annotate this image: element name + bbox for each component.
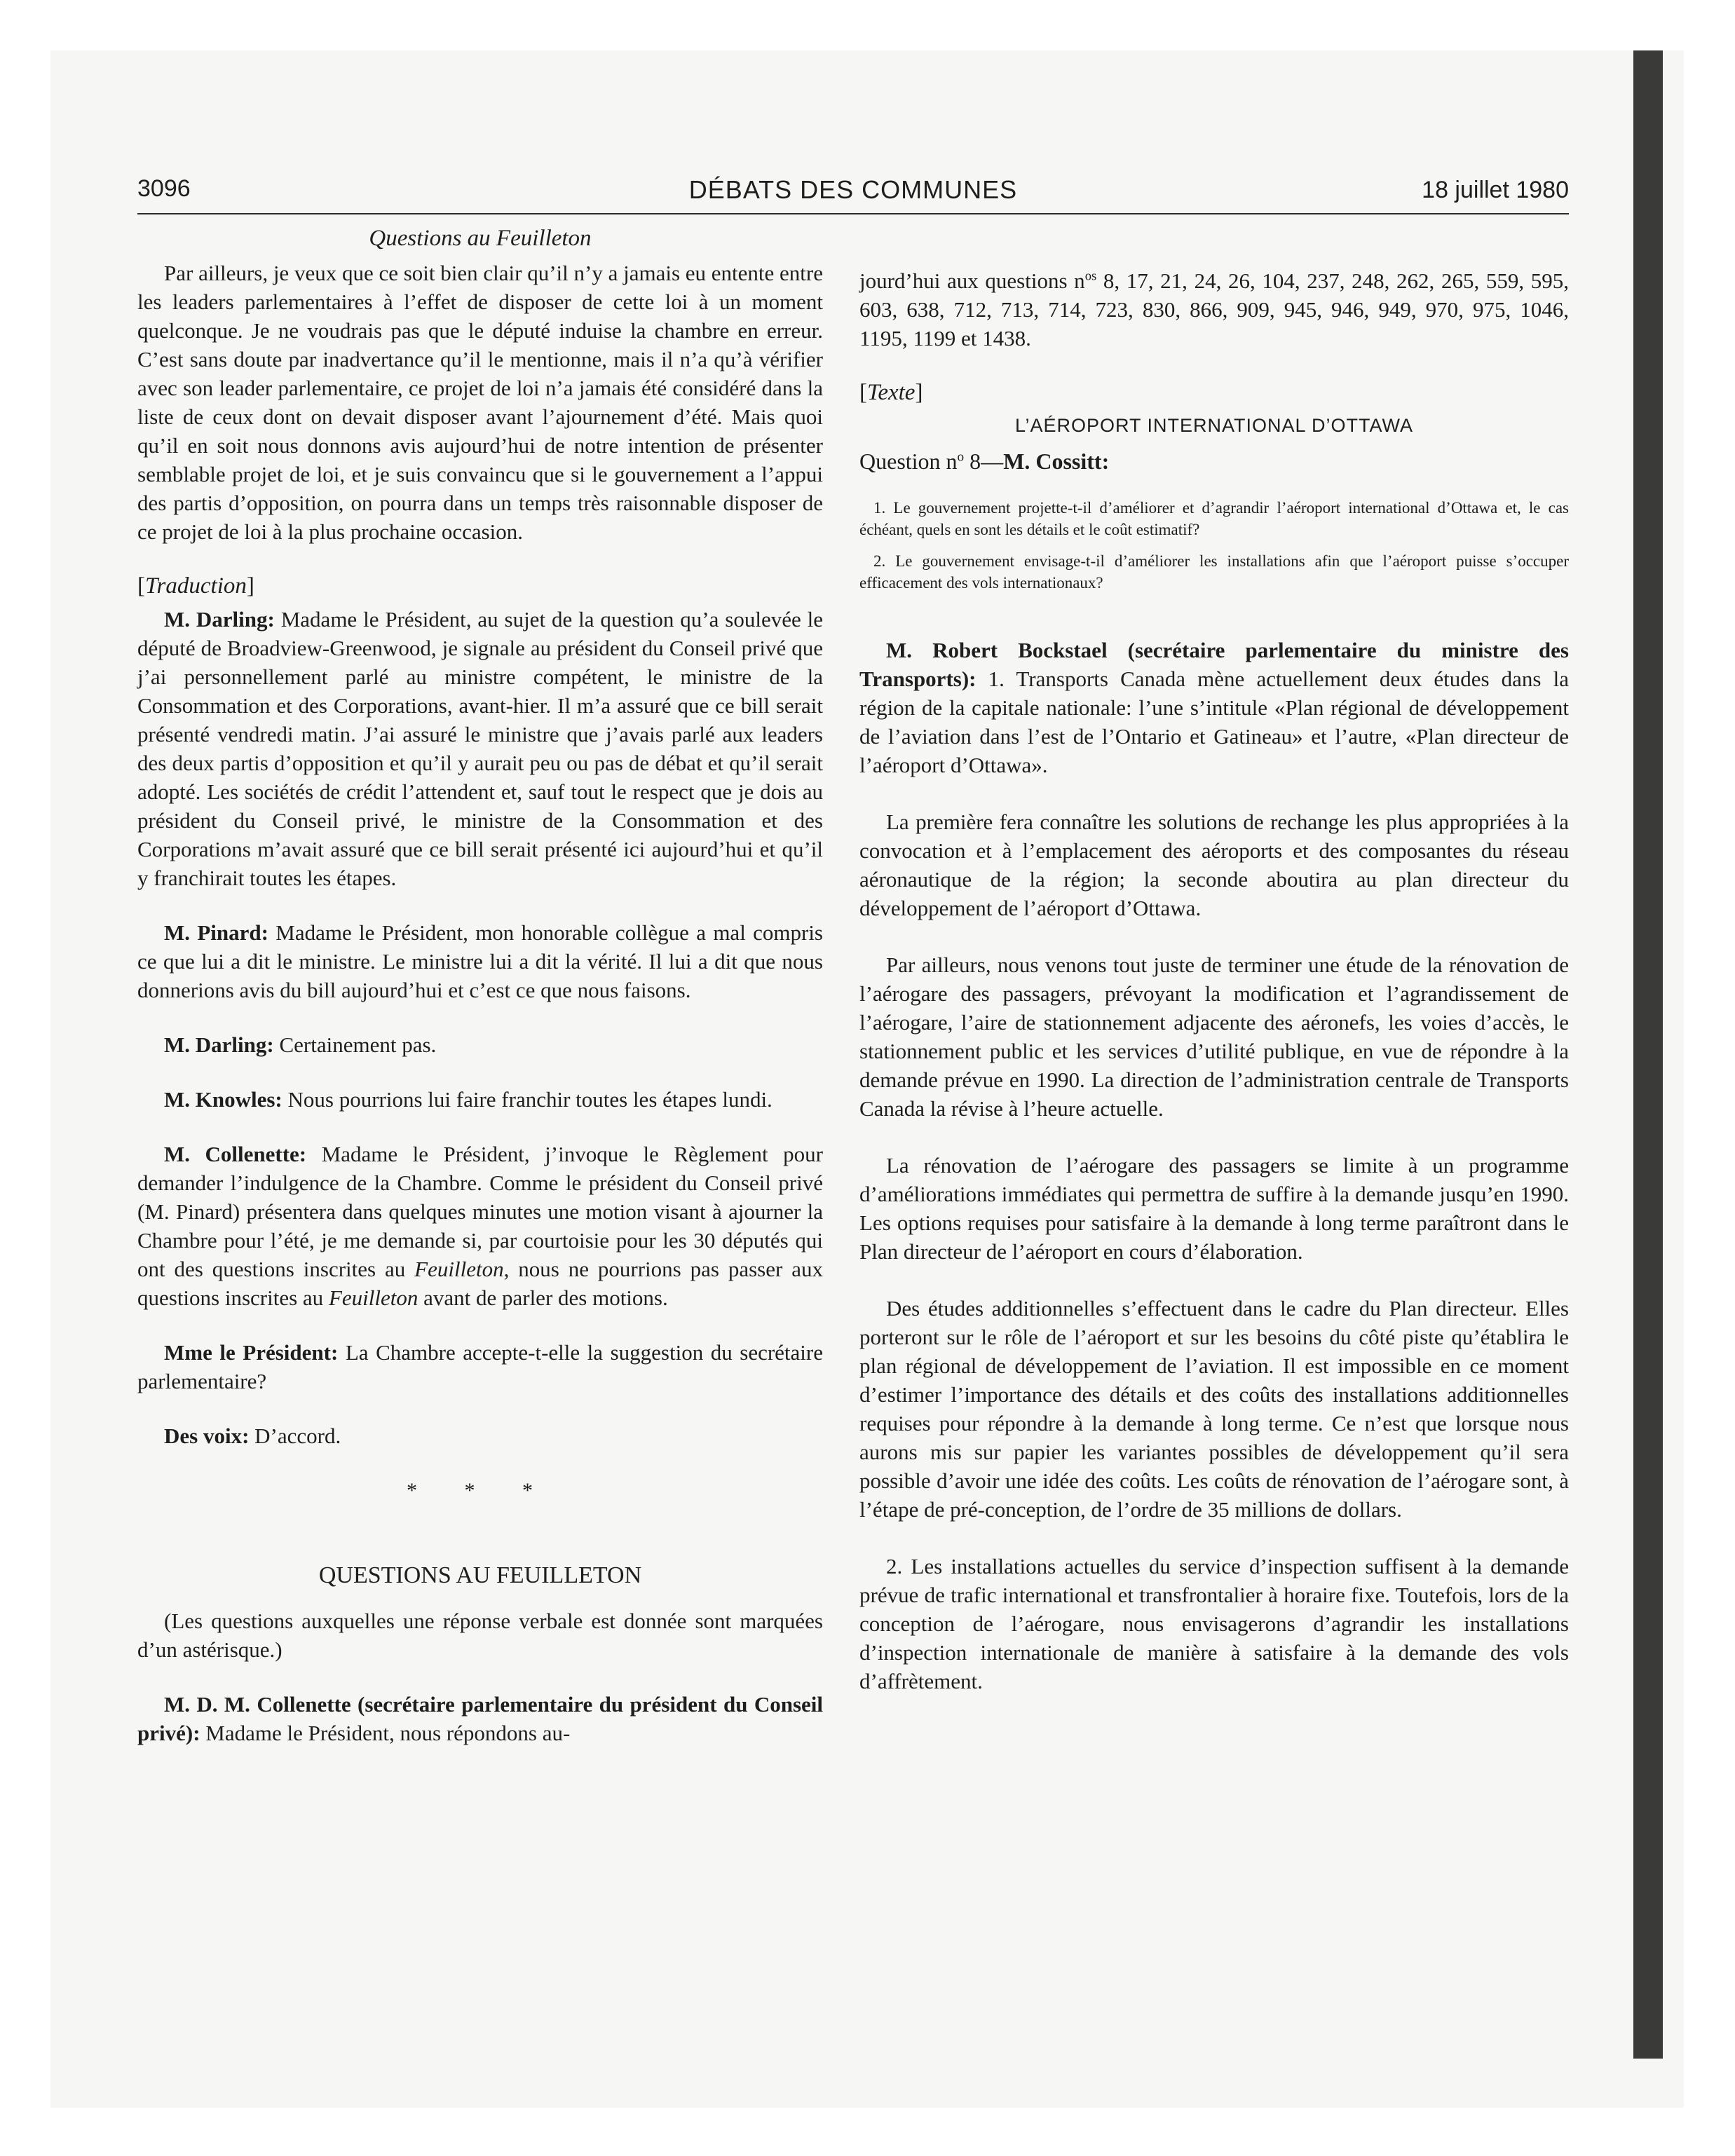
paragraph-question-list: jourd’hui aux questions $n^{os}$ 8, 17, 21, 24, 26, 104, 237, 248, 262, 265, 559, 595, 603, 638, 712, 713, 714, 723, 830, 866, 909, 945, 946, 949, 970, 975, 1046, 1195, 1199 et 1438. [859,268,1569,350]
speaker-name: M. Robert Bockstael (secrétaire parlementaire du ministre des Transports): [859,638,1569,691]
speaker-name: Des voix: [164,1424,250,1448]
paragraph-note: (Les questions auxquelles une réponse verbale est donnée sont marquées d’un astérisque.) [137,1609,823,1662]
texte-label: [Texte] [859,380,923,405]
question-heading: Question $n^o$ 8—M. Cossitt: [859,449,1110,474]
paragraph-bockstael: M. Robert Bockstael (secrétaire parlementaire du ministre des Transports): 1. Transports Canada mène actuellement deux études dans la région de la capitale nationale: l’une s’intitule «Plan régional de développement de l’aviation dans l’est de l’Ontario et Gatineau» et l’autre, «Plan directeur de l’aéroport d’Ottawa». [859,638,1569,777]
question-part-1: 1. Le gouvernement projette-t-il d’améliorer et d’agrandir l’aéroport international d’Ottawa et, le cas échéant, quels en sont les détails et le coût estimatif? [859,499,1569,538]
right-column [859,266,1569,1721]
section-separator: * * * [407,1479,554,1502]
paragraph-knowles: M. Knowles: Nous pourrions lui faire franchir toutes les étapes lundi. [164,1087,773,1112]
traduction-label: [Traduction] [137,573,254,599]
speaker-name: M. Darling: [164,607,275,632]
paragraph-president: Mme le Président: La Chambre accepte-t-elle la suggestion du secrétaire parlementaire? [137,1340,823,1393]
paragraph-pinard: M. Pinard: Madame le Président, mon honorable collègue a mal compris ce que lui a dit le ministre. Le ministre lui a dit la vérité. Il lui a dit que nous donnerions avis du bill aujourd’hui et c’est ce que nous faisons. [137,920,823,1002]
question-part-2: 2. Le gouvernement envisage-t-il d’améliorer les installations afin que l’aéroport puisse s’occuper efficacement des vols internationaux? [859,552,1569,592]
paragraph-darling-1: M. Darling: Madame le Président, au sujet de la question qu’a soulevée le député de Broadview-Greenwood, je signale au président du Conseil privé que j’ai personnellement parlé au ministre compétent, le ministre de la Consommation et des Corporations, avant-hier. Il m’a assuré que ce bill serait présenté vendredi matin. J’ai assuré le ministre que j’avais parlé aux leaders des deux partis d’opposition et qu’il y aurait peu ou pas de débat et qu’il serait adopté. Les sociétés de crédit l’attendent et, sauf tout le respect que je dois au président du Conseil privé, le ministre de la Consommation et des Corporations m’avait assuré que ce bill serait présenté ici aujourd’hui et qu’il y franchirait toutes les étapes. [137,607,823,890]
paragraph-answer-6: 2. Les installations actuelles du service d’inspection suffisent à la demande prévue de trafic international et transfrontalier à horaire fixe. Toutefois, lors de la conception de l’aérogare, nous envisagerons d’agrandir les installations d’inspection internationale de manière à satisfaire à la demande des vols d’affrètement. [859,1554,1569,1693]
paragraph-collenette-2: M. D. M. Collenette (secrétaire parlementaire du président du Conseil privé): Madame le Président, nous répondons au- [137,1692,823,1745]
paragraph-collenette: M. Collenette: Madame le Président, j’invoque le Règlement pour demander l’indulgence de la Chambre. Comme le président du Conseil privé (M. Pinard) présentera dans quelques minutes une motion visant à ajourner la Chambre pour l’été, je me demande si, par courtoisie pour les 30 députés qui ont des questions inscrites au Feuilleton, nous ne pourrions pas passer aux questions inscrites au Feuilleton avant de parler des motions. [137,1142,823,1310]
speaker-name: M. Knowles: [164,1087,283,1112]
running-head: Questions au Feuilleton [369,226,592,251]
paragraph-answer-4: La rénovation de l’aérogare des passagers se limite à un programme d’améliorations immédiates qui permettra de suffire à la demande jusqu’en 1990. Les options requises pour satisfaire à la demande à long terme paraîtront dans le Plan directeur de l’aéroport en cours d’élaboration. [859,1153,1569,1264]
paragraph-pinard-notice: Par ailleurs, je veux que ce soit bien clair qu’il n’y a jamais eu entente entre les leaders parlementaires à l’effet de disposer de cette loi à un moment quelconque. Je ne voudrais pas que le député induise la chambre en erreur. C’est sans doute par inadvertance qu’il le mentionne, mais il n’a qu’à vérifier avec son leader parlementaire, ce projet de loi n’a jamais été considéré dans la liste de ceux dont on devait disposer avant l’ajournement d’été. Mais quoi qu’il en soit nous donnons avis aujourd’hui de notre intention de présenter semblable projet de loi, et je suis convaincu que si le gouvernement a l’appui des partis d’opposition, on pourra dans un temps très raisonnable disposer de ce projet de loi à la plus prochaine occasion. [137,261,823,544]
publication-title: DÉBATS DES COMMUNES [688,175,1018,204]
speaker-name: M. Darling: [164,1032,274,1057]
scan-edge-bar [1633,50,1663,2059]
speaker-name: M. Pinard: [164,920,268,945]
paragraph-voix: Des voix: D’accord. [164,1424,341,1448]
section-title: QUESTIONS AU FEUILLETON [318,1562,642,1588]
paragraph-answer-2: La première fera connaître les solutions de rechange les plus appropriées à la convocation et à l’emplacement des aéroports et des composantes du réseau aéronautique de la région; la seconde aboutira au plan directeur du développement de l’aéroport d’Ottawa. [859,810,1569,920]
paragraph-answer-3: Par ailleurs, nous venons tout juste de terminer une étude de la rénovation de l’aérogare des passagers, prévoyant la modification et l’agrandissement de l’aérogare, l’aire de stationnement adjacente des aéronefs, les voies d’accès, le stationnement public et les services d’utilité publique, en vue de répondre à la demande prévue en 1990. La direction de l’administration centrale de Transports Canada la révise à l’heure actuelle. [859,953,1569,1121]
speaker-name: Mme le Président: [164,1340,339,1365]
page-header [137,175,1569,214]
speaker-name: M. Collenette: [164,1142,307,1166]
speaker-name: M. D. M. Collenette (secrétaire parlementaire du président du Conseil privé): [137,1692,823,1745]
page-date: 18 juillet 1980 [1422,177,1569,203]
paragraph-darling-2: M. Darling: Certainement pas. [164,1032,437,1057]
page-number: 3096 [137,175,191,202]
paragraph-answer-5: Des études additionnelles s’effectuent dans le cadre du Plan directeur. Elles porteront sur le rôle de l’aéroport et sur les besoins du côté piste qu’établira le plan régional de développement de l’aviation. Il est impossible en ce moment d’estimer l’importance des détails et des coûts des installations additionnelles requises pour répondre à la demande à long terme. Ce n’est que lorsque nous aurons mis sur papier les variantes possibles de développement qu’il sera possible d’avoir une idée des coûts. Les coûts de rénovation de l’aérogare sont, à l’étape de pré-conception, de l’ordre de 35 millions de dollars. [859,1296,1569,1522]
left-column [137,224,823,1773]
question-subject: L’AÉROPORT INTERNATIONAL D’OTTAWA [1014,415,1414,436]
